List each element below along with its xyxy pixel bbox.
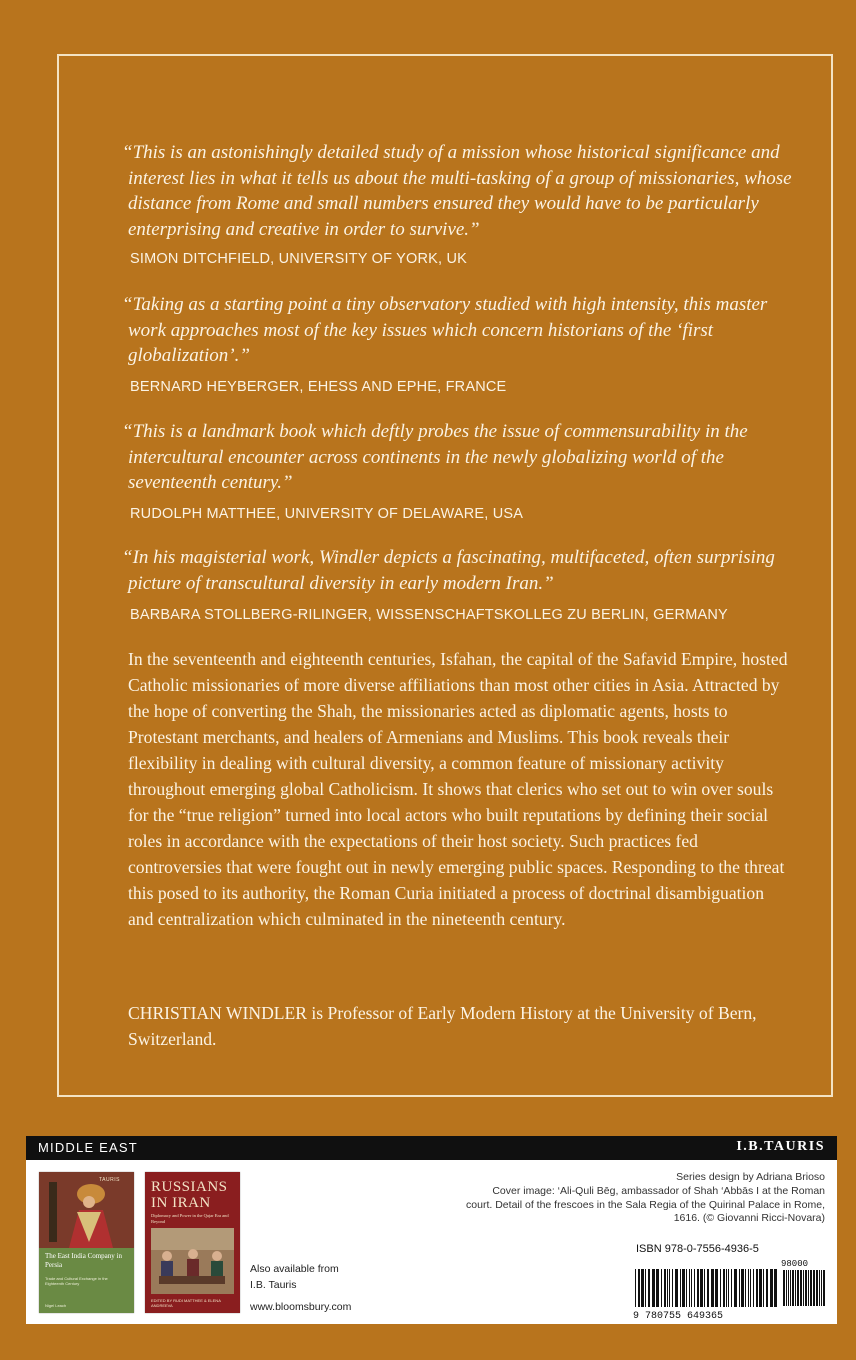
- barcode-bar: [720, 1269, 721, 1307]
- barcode-bar: [638, 1269, 640, 1307]
- barcode-addon-bar: [813, 1270, 815, 1306]
- barcode-bar: [648, 1269, 650, 1307]
- review-quote-4: “In his magisterial work, Windler depicts a fascinating, multifaceted, often surprising picture of transcultural diversity in early modern Iran.”: [122, 547, 775, 594]
- barcode-bar: [734, 1269, 737, 1307]
- review-quote-3: “This is a landmark book which deftly probes the issue of commensurability in the intercultural encounter across continents in the newly globalizing world of the seventeenth century.”: [122, 421, 748, 494]
- barcode-addon-bar: [810, 1270, 812, 1306]
- barcode-bar: [770, 1269, 773, 1307]
- series-label: MIDDLE EAST: [38, 1140, 138, 1155]
- cover-image-credit: Cover image: ‘Ali-Quli Bēg, ambassador of Shah ‘Abbās I at the Roman court. Detail of the frescoes in the Sala Regia of the Quirinal Palace in Rome, 1616. (© Giovanni Ricci-Novara): [466, 1184, 825, 1225]
- barcode-bar: [739, 1269, 740, 1307]
- barcode-addon-bar: [808, 1270, 809, 1306]
- barcode-bar: [750, 1269, 751, 1307]
- publisher-url-link[interactable]: www.bloomsbury.com: [250, 1301, 352, 1313]
- isbn-barcode: [629, 1257, 829, 1321]
- barcode-bar: [675, 1269, 678, 1307]
- cover1-title: The East India Company in Persia: [45, 1252, 122, 1269]
- barcode-bar: [664, 1269, 666, 1307]
- barcode-digits: 9 780755 649365: [633, 1311, 724, 1321]
- barcode-bar: [682, 1269, 685, 1307]
- barcode-addon-bar: [821, 1270, 822, 1306]
- barcode-bar: [645, 1269, 646, 1307]
- cover1-subtitle: Trade and Cultural Exchange in the Eighteenth Century: [45, 1276, 108, 1286]
- cover1-author: Nigel Leach: [45, 1303, 67, 1308]
- barcode-addon-bar: [823, 1270, 825, 1306]
- cover2-title-line1: RUSSIANS: [151, 1179, 228, 1195]
- series-design-credit: Series design by Adriana Brioso: [676, 1171, 825, 1183]
- barcode-bar: [728, 1269, 729, 1307]
- book-cover-russians-in-iran[interactable]: [145, 1172, 240, 1313]
- barcode-bar: [641, 1269, 644, 1307]
- barcode-bar: [694, 1269, 695, 1307]
- barcode-addon-bar: [792, 1270, 794, 1306]
- barcode-bar: [745, 1269, 746, 1307]
- barcode-addon-bar: [816, 1270, 818, 1306]
- barcode-bar: [700, 1269, 703, 1307]
- barcode-bar: [763, 1269, 764, 1307]
- barcode-addon-bar: [790, 1270, 791, 1306]
- publisher-logo: I.B.TAURIS: [736, 1139, 825, 1154]
- cover2-editors: EDITED BY RUDI MATTHEE & ELENA ANDREEVA: [151, 1298, 221, 1308]
- barcode-bar: [774, 1269, 777, 1307]
- barcode-bar: [652, 1269, 655, 1307]
- barcode-addon-bar: [805, 1270, 807, 1306]
- review-attribution-3: RUDOLPH MATTHEE, UNIVERSITY OF DELAWARE, USA: [130, 506, 524, 522]
- cover2-subtitle: Diplomacy and Power in the Qajar Era and Beyond: [151, 1213, 229, 1224]
- review-quote-2: “Taking as a starting point a tiny observatory studied with high intensity, this master work approaches most of the key issues which concern historians of the ‘first globalization’.”: [122, 294, 768, 367]
- also-available-line1: Also available from: [250, 1263, 339, 1275]
- barcode-bar: [766, 1269, 768, 1307]
- cover1-publisher-mark: TAURIS: [99, 1177, 120, 1183]
- barcode-addon-bar: [797, 1270, 799, 1306]
- barcode-bar: [704, 1269, 705, 1307]
- barcode-addon-bar: [803, 1270, 804, 1306]
- barcode-bar: [748, 1269, 749, 1307]
- barcode-bar: [697, 1269, 699, 1307]
- barcode-bar: [667, 1269, 668, 1307]
- review-attribution-2: BERNARD HEYBERGER, EHESS AND EPHE, FRANCE: [130, 379, 507, 395]
- barcode-bar: [741, 1269, 744, 1307]
- barcode-bar: [711, 1269, 714, 1307]
- cover-credits: [465, 1171, 825, 1226]
- barcode-addon-bar: [819, 1270, 820, 1306]
- review-attribution-4: BARBARA STOLLBERG-RILINGER, WISSENSCHAFTSKOLLEG ZU BERLIN, GERMANY: [130, 607, 728, 623]
- book-cover-east-india[interactable]: [39, 1172, 134, 1313]
- barcode-addon-bar: [788, 1270, 789, 1306]
- review-quote-1: “This is an astonishingly detailed study of a mission whose historical significance and interest lies in what it tells us about the multi-tasking of a group of missionaries, whose distance from Rome and small numbers ensured they would have to be particularly enterprising and creative in order to survive.”: [122, 142, 792, 240]
- barcode-bar: [689, 1269, 690, 1307]
- barcode-addon-bar: [786, 1270, 787, 1306]
- barcode-bar: [726, 1269, 727, 1307]
- barcode-bar: [691, 1269, 692, 1307]
- also-available: [250, 1261, 400, 1315]
- barcode-bar: [753, 1269, 754, 1307]
- review-attribution-1: SIMON DITCHFIELD, UNIVERSITY OF YORK, UK: [130, 251, 467, 267]
- author-bio: CHRISTIAN WINDLER is Professor of Early Modern History at the University of Bern, Switzerland.: [128, 1003, 757, 1049]
- barcode-bar: [680, 1269, 681, 1307]
- barcode-addon-digits: 98000: [781, 1259, 809, 1269]
- barcode-addon-bar: [800, 1270, 802, 1306]
- also-available-line2: I.B. Tauris: [250, 1279, 297, 1291]
- barcode-bar: [731, 1269, 732, 1307]
- barcode-bar: [715, 1269, 718, 1307]
- barcode-bar: [669, 1269, 670, 1307]
- barcode-addon-bar: [795, 1270, 796, 1306]
- barcode-bar: [672, 1269, 673, 1307]
- barcode-bar: [656, 1269, 659, 1307]
- barcode-bar: [707, 1269, 709, 1307]
- barcode-bar: [635, 1269, 636, 1307]
- book-description: In the seventeenth and eighteenth centuries, Isfahan, the capital of the Safavid Empire, hosted Catholic missionaries of more diverse affiliations than most other cities in Asia. Attracted by the hope of converting the Shah, the missionaries acted as diplomatic agents, hosts to Protestant merchants, and healers of Armenians and Muslims. This book reveals their flexibility in dealing with cultural diversity, a common feature of missionary activity throughout emerging global Catholicism. It shows that clerics who set out to win over souls for the “true religion” turned into local actors who built reputations by defining their social roles in accordance with the expectations of their host society. Such practices fed controversies that were fought out in newly emerging public spaces. Responding to the threat this posed to its authority, the Roman Curia initiated a process of doctrinal disambiguation and centralization which culminated in the nineteenth century.: [128, 649, 788, 929]
- barcode-addon-bar: [783, 1270, 785, 1306]
- barcode-bar: [756, 1269, 758, 1307]
- barcode-bar: [686, 1269, 687, 1307]
- series-bar: [26, 1136, 837, 1160]
- barcode-bar: [661, 1269, 662, 1307]
- barcode-bar: [723, 1269, 725, 1307]
- cover2-title-line2: IN IRAN: [151, 1195, 211, 1211]
- isbn-label: ISBN 978-0-7556-4936-5: [636, 1243, 759, 1255]
- bottom-panel: [26, 1160, 837, 1324]
- barcode-bar: [759, 1269, 762, 1307]
- cover-painting-image: [39, 1172, 134, 1313]
